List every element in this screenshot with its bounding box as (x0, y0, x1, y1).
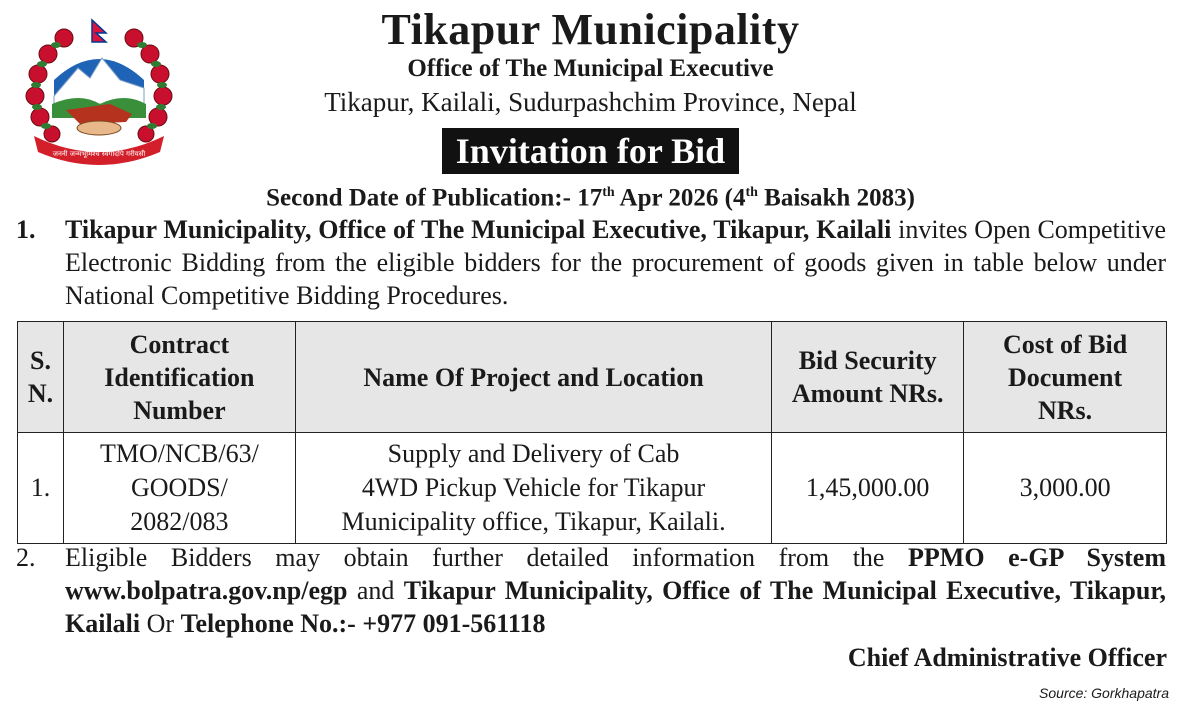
header-bid-security: Bid Security Amount NRs. (772, 322, 964, 433)
cell-project: Supply and Delivery of Cab 4WD Pickup Vehicle for Tikapur Municipality office, Tikapur, Kailali. (295, 433, 771, 544)
bid-table (17, 321, 1167, 544)
cell-sn: 1. (18, 433, 64, 544)
paragraph-2: 2. Eligible Bidders may obtain further detailed information from the PPMO e-GP System www.bolpatra.gov.np/egp and Tikapur Municipality, Office of The Municipal Executive, Tikapur, Kailali Or Telephone No.:- +977 091-561118 (16, 543, 1167, 638)
paragraph-number: 2. (16, 543, 36, 572)
issuer-name: Tikapur Municipality, Office of The Municipal Executive, Tikapur, Kailali (65, 215, 892, 244)
cell-contract-id: TMO/NCB/63/ GOODS/ 2082/083 (63, 433, 295, 544)
source-credit: Source: Gorkhapatra (1039, 685, 1169, 701)
publication-date: Second Date of Publication:- 17th Apr 2026 (4th Baisakh 2083) (266, 184, 915, 212)
office-name: Tikapur Municipality, Office of The Municipal Executive, Tikapur, Kailali (65, 576, 1167, 638)
table-header-row (18, 322, 1167, 433)
header-sn: S. N. (18, 322, 64, 433)
egp-link: PPMO e-GP System www.bolpatra.gov.np/egp (65, 543, 1166, 605)
table-row (18, 433, 1167, 544)
cell-bid-security: 1,45,000.00 (772, 433, 964, 544)
signature-title: Chief Administrative Officer (847, 643, 1167, 672)
header-doc-cost: Cost of Bid Document NRs. (964, 322, 1167, 433)
municipality-title: Tikapur Municipality (381, 5, 800, 54)
paragraph-number: 1. (16, 215, 36, 244)
cell-doc-cost: 3,000.00 (964, 433, 1167, 544)
invitation-banner: Invitation for Bid (442, 128, 739, 174)
paragraph-text: invites Open Competitive Electronic Bidding from the eligible bidders for the procurement of goods given in table below under National Competitive Bidding Procedures. (65, 215, 1166, 310)
paragraph-1 (16, 213, 1166, 312)
address-line: Tikapur, Kailali, Sudurpashchim Province, Nepal (324, 87, 857, 117)
emblem-motto: जननी जन्मभूमिश्च स्वर्गादपि गरीयसी (52, 150, 146, 158)
office-subtitle: Office of The Municipal Executive (407, 55, 774, 82)
header-contract-id: Contract Identification Number (63, 322, 295, 433)
telephone: Telephone No.:- +977 091-561118 (180, 609, 546, 638)
header-project: Name Of Project and Location (295, 322, 771, 433)
